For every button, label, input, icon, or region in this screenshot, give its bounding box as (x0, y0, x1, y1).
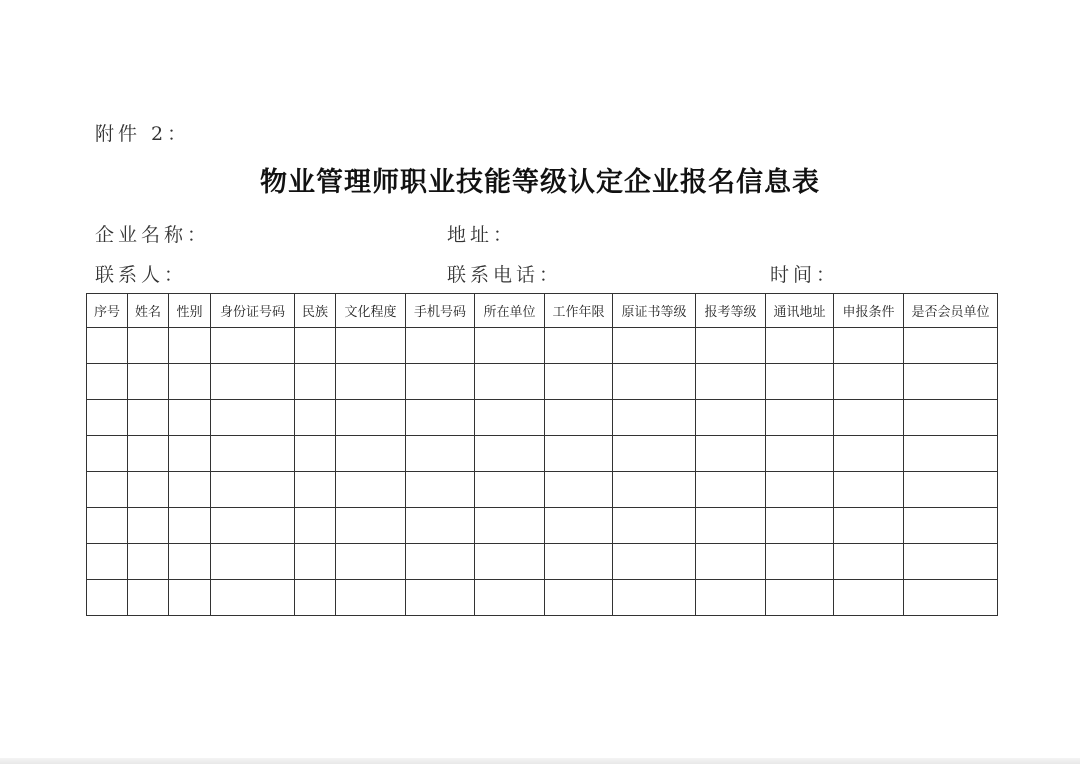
table-cell[interactable] (475, 364, 545, 400)
table-cell[interactable] (211, 580, 295, 616)
table-cell[interactable] (87, 436, 128, 472)
table-cell[interactable] (475, 508, 545, 544)
table-cell[interactable] (904, 436, 998, 472)
table-cell[interactable] (295, 400, 336, 436)
table-cell[interactable] (336, 400, 406, 436)
table-row (87, 436, 998, 472)
table-cell[interactable] (696, 400, 766, 436)
column-header: 文化程度 (336, 294, 406, 328)
table-cell[interactable] (766, 364, 834, 400)
table-cell[interactable] (336, 328, 406, 364)
table-cell[interactable] (128, 580, 169, 616)
table-cell[interactable] (613, 580, 696, 616)
column-header: 姓名 (128, 294, 169, 328)
table-cell[interactable] (834, 472, 904, 508)
table-cell[interactable] (834, 544, 904, 580)
table-cell[interactable] (696, 508, 766, 544)
table-cell[interactable] (169, 328, 211, 364)
table-cell[interactable] (295, 436, 336, 472)
table-cell[interactable] (169, 400, 211, 436)
company-name-label: 企业名称： (95, 224, 211, 246)
table-cell[interactable] (211, 436, 295, 472)
column-header: 序号 (87, 294, 128, 328)
table-cell[interactable] (766, 580, 834, 616)
table-cell[interactable] (87, 472, 128, 508)
table-cell[interactable] (336, 436, 406, 472)
table-cell[interactable] (406, 400, 475, 436)
table-cell[interactable] (766, 472, 834, 508)
table-cell[interactable] (128, 328, 169, 364)
column-header: 工作年限 (545, 294, 613, 328)
table-row (87, 400, 998, 436)
table-cell[interactable] (128, 436, 169, 472)
table-cell[interactable] (128, 544, 169, 580)
table-cell[interactable] (336, 580, 406, 616)
table-cell[interactable] (613, 544, 696, 580)
table-cell[interactable] (545, 436, 613, 472)
table-cell[interactable] (613, 472, 696, 508)
table-cell[interactable] (406, 328, 475, 364)
table-cell[interactable] (613, 400, 696, 436)
table-cell[interactable] (336, 472, 406, 508)
table-cell[interactable] (169, 472, 211, 508)
table-cell[interactable] (613, 508, 696, 544)
table-body (87, 328, 998, 616)
table-cell[interactable] (295, 472, 336, 508)
table-cell[interactable] (766, 544, 834, 580)
table-cell[interactable] (211, 508, 295, 544)
column-header: 报考等级 (696, 294, 766, 328)
table-cell[interactable] (834, 508, 904, 544)
table-cell[interactable] (475, 436, 545, 472)
table-cell[interactable] (295, 328, 336, 364)
attachment-label: 附件 2： (95, 123, 191, 145)
table-cell[interactable] (696, 364, 766, 400)
table-cell[interactable] (406, 364, 475, 400)
table-cell[interactable] (169, 580, 211, 616)
table-cell[interactable] (87, 328, 128, 364)
table-cell[interactable] (475, 472, 545, 508)
table-cell[interactable] (696, 580, 766, 616)
table-cell[interactable] (545, 328, 613, 364)
table-cell[interactable] (475, 328, 545, 364)
table-cell[interactable] (406, 472, 475, 508)
table-cell[interactable] (475, 400, 545, 436)
table-cell[interactable] (613, 436, 696, 472)
time-label: 时间： (770, 264, 840, 286)
table-cell[interactable] (766, 328, 834, 364)
table-cell[interactable] (169, 544, 211, 580)
table-cell[interactable] (406, 580, 475, 616)
table-cell[interactable] (406, 436, 475, 472)
table-header-row (87, 294, 998, 328)
table-cell[interactable] (169, 508, 211, 544)
table-cell[interactable] (545, 364, 613, 400)
address-label: 地址： (447, 224, 517, 246)
table-cell[interactable] (475, 580, 545, 616)
table-cell[interactable] (295, 508, 336, 544)
scan-edge (0, 758, 1080, 764)
table-cell[interactable] (904, 400, 998, 436)
table-cell[interactable] (211, 472, 295, 508)
contact-person-label: 联系人： (95, 264, 188, 286)
table-cell[interactable] (128, 400, 169, 436)
contact-phone-label: 联系电话： (447, 264, 563, 286)
table-row (87, 544, 998, 580)
table-cell[interactable] (87, 400, 128, 436)
table-cell[interactable] (211, 364, 295, 400)
table-cell[interactable] (545, 544, 613, 580)
table-cell[interactable] (696, 436, 766, 472)
column-header: 手机号码 (406, 294, 475, 328)
table-cell[interactable] (406, 508, 475, 544)
table-cell[interactable] (904, 508, 998, 544)
table-cell[interactable] (169, 436, 211, 472)
table-cell[interactable] (904, 328, 998, 364)
table-cell[interactable] (834, 364, 904, 400)
column-header: 所在单位 (475, 294, 545, 328)
table-cell[interactable] (834, 580, 904, 616)
table-row (87, 472, 998, 508)
table-cell[interactable] (295, 580, 336, 616)
form-title: 物业管理师职业技能等级认定企业报名信息表 (260, 167, 820, 198)
table-cell[interactable] (545, 400, 613, 436)
table-cell[interactable] (336, 508, 406, 544)
table-cell[interactable] (87, 580, 128, 616)
table-cell[interactable] (545, 508, 613, 544)
table-cell[interactable] (696, 328, 766, 364)
table-cell[interactable] (904, 580, 998, 616)
table-cell[interactable] (128, 364, 169, 400)
table-cell[interactable] (834, 436, 904, 472)
table-cell[interactable] (834, 400, 904, 436)
column-header: 身份证号码 (211, 294, 295, 328)
table-cell[interactable] (904, 364, 998, 400)
table-cell[interactable] (87, 544, 128, 580)
table-cell[interactable] (336, 544, 406, 580)
table-cell[interactable] (696, 544, 766, 580)
table-cell[interactable] (406, 544, 475, 580)
table-cell[interactable] (766, 508, 834, 544)
table-cell[interactable] (613, 364, 696, 400)
table-cell[interactable] (295, 544, 336, 580)
table-cell[interactable] (87, 508, 128, 544)
column-header: 民族 (295, 294, 336, 328)
table-cell[interactable] (766, 400, 834, 436)
table-row (87, 364, 998, 400)
table-cell[interactable] (904, 544, 998, 580)
table-cell[interactable] (545, 472, 613, 508)
table-row (87, 580, 998, 616)
column-header: 原证书等级 (613, 294, 696, 328)
table-cell[interactable] (475, 544, 545, 580)
table-row (87, 508, 998, 544)
table-cell[interactable] (211, 328, 295, 364)
table-cell[interactable] (128, 508, 169, 544)
registration-table (86, 293, 997, 615)
table-cell[interactable] (336, 364, 406, 400)
column-header: 性别 (169, 294, 211, 328)
table-cell[interactable] (295, 364, 336, 400)
column-header: 申报条件 (834, 294, 904, 328)
column-header: 是否会员单位 (904, 294, 998, 328)
table-cell[interactable] (834, 328, 904, 364)
table-cell[interactable] (696, 472, 766, 508)
column-header: 通讯地址 (766, 294, 834, 328)
table-cell[interactable] (128, 472, 169, 508)
table-cell[interactable] (87, 364, 128, 400)
table-cell[interactable] (169, 364, 211, 400)
table-cell[interactable] (766, 436, 834, 472)
table-cell[interactable] (613, 328, 696, 364)
table-cell[interactable] (211, 544, 295, 580)
table-row (87, 328, 998, 364)
table-cell[interactable] (545, 580, 613, 616)
table-cell[interactable] (211, 400, 295, 436)
table-cell[interactable] (904, 472, 998, 508)
